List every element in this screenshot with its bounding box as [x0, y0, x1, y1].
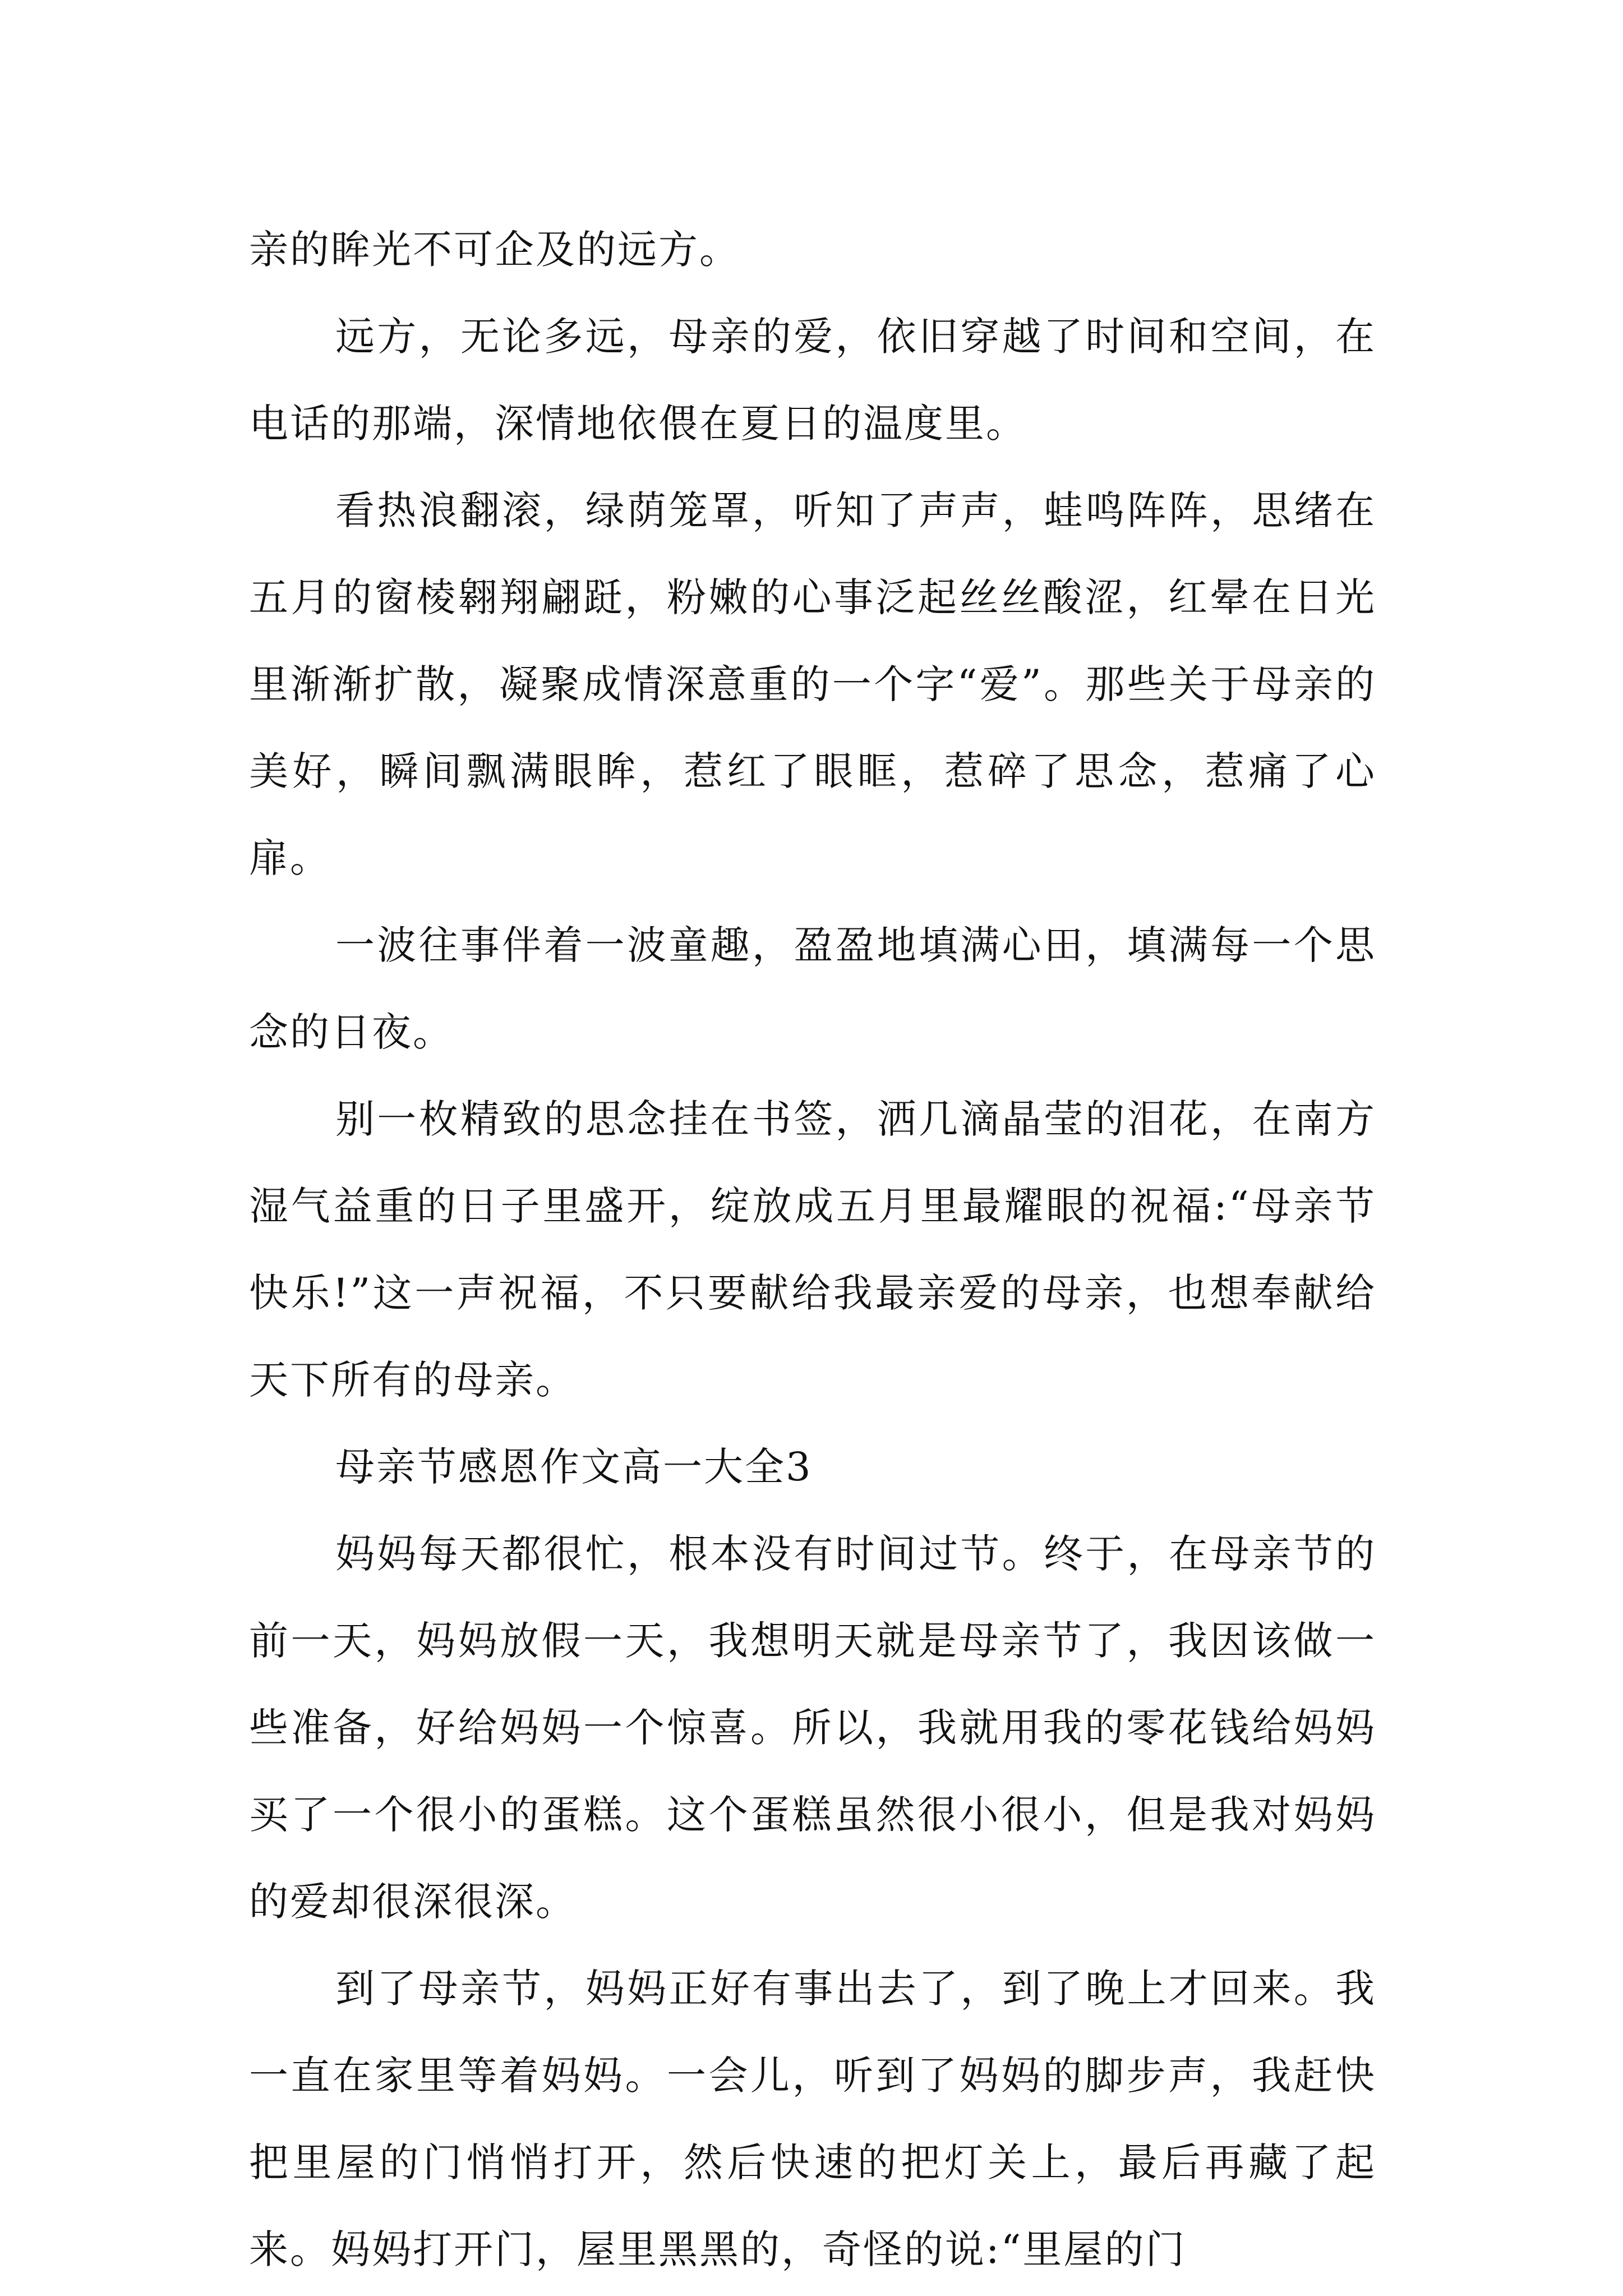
section-heading: 母亲节感恩作文高一大全3 [335, 1444, 813, 1490]
paragraph-distance: 远方，无论多远，母亲的爱，依旧穿越了时间和空间，在电话的那端，深情地依偎在夏日的温度里。 [249, 314, 1376, 447]
paragraph-busy-mother: 妈妈每天都很忙，根本没有时间过节。终于，在母亲节的前一天，妈妈放假一天，我想明天就是母亲节了，我因该做一些准备，好给妈妈一个惊喜。所以，我就用我的零花钱给妈妈买了一个很小的蛋糕。这个蛋糕虽然很小很小，但是我对妈妈的爱却很深很深。 [249, 1531, 1376, 1925]
paragraph-surprise: 到了母亲节，妈妈正好有事出去了，到了晚上才回来。我一直在家里等着妈妈。一会儿，听到了妈妈的脚步声，我赶快把里屋的门悄悄打开，然后快速的把灯关上，最后再藏了起来。妈妈打开门，屋里黑黑的，奇怪的说:“里屋的门 [249, 1966, 1376, 2272]
paragraph-continuation: 亲的眸光不可企及的远方。 [249, 227, 740, 273]
paragraph-mothers-day-wish: 别一枚精致的思念挂在书签，洒几滴晶莹的泪花，在南方湿气益重的日子里盛开，绽放成五月里最耀眼的祝福:“母亲节快乐!”这一声祝福，不只要献给我最亲爱的母亲，也想奉献给天下所有的母亲。 [249, 1096, 1376, 1403]
article-body [249, 206, 1376, 2293]
paragraph-summer-memories: 看热浪翻滚，绿荫笼罩，听知了声声，蛙鸣阵阵，思绪在五月的窗棱翱翔翩跹，粉嫩的心事泛起丝丝酸涩，红晕在日光里渐渐扩散，凝聚成情深意重的一个字“爱”。那些关于母亲的美好，瞬间飘满眼眸，惹红了眼眶，惹碎了思念，惹痛了心扉。 [249, 487, 1376, 881]
paragraph-childhood-fun: 一波往事伴着一波童趣，盈盈地填满心田，填满每一个思念的日夜。 [249, 922, 1376, 1055]
